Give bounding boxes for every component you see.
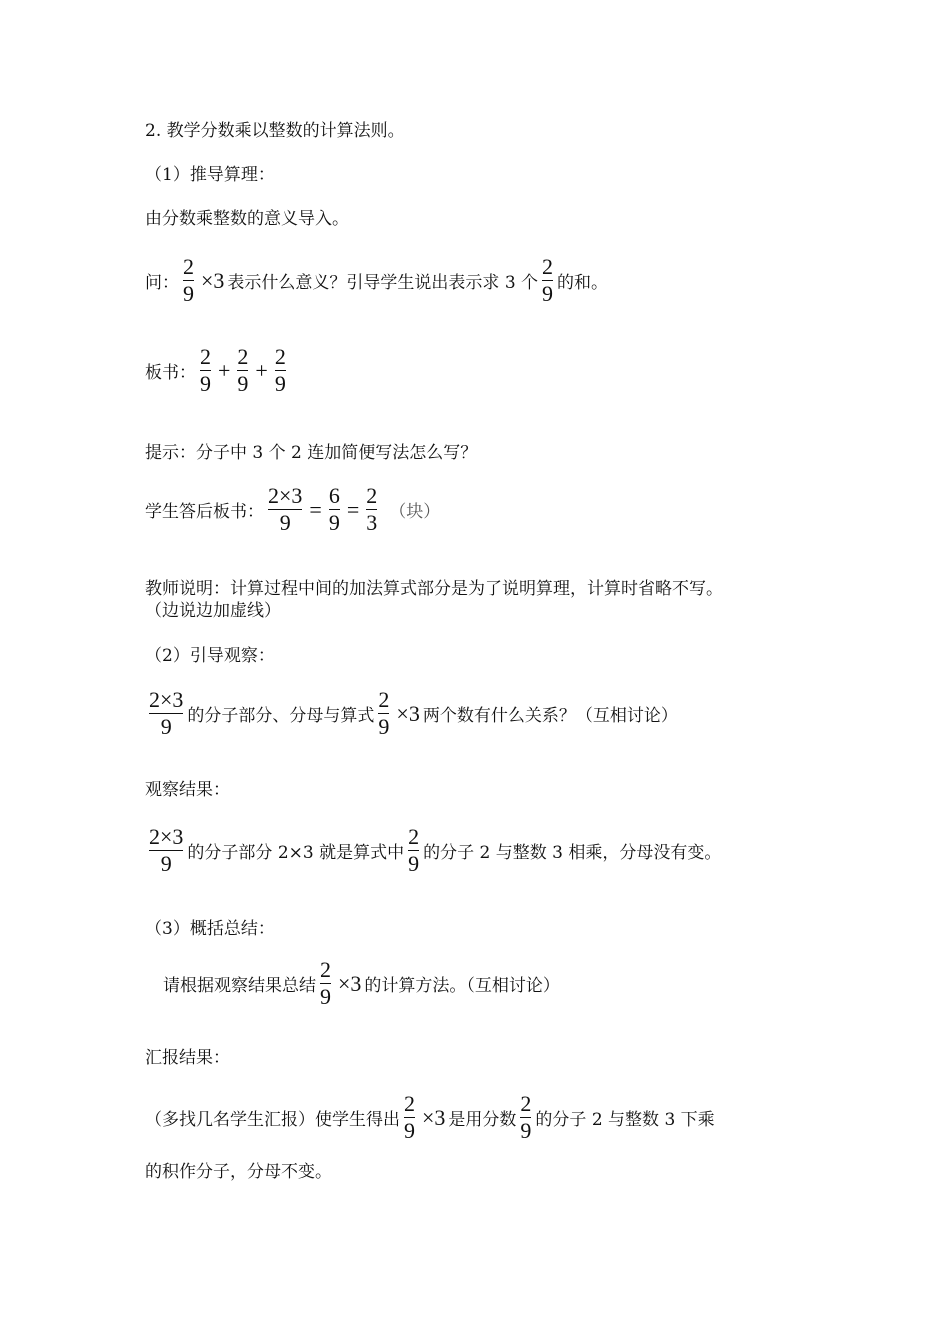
text: 是用分数 xyxy=(448,1110,517,1130)
fraction: 2×3 9 xyxy=(149,687,184,739)
observe-line xyxy=(145,688,678,739)
explanation-note: （边说边加虚线） xyxy=(145,601,281,621)
result-line xyxy=(145,825,721,876)
hint-text: 提示：分子中 3 个 2 连加简便写法怎么写？ xyxy=(145,443,478,463)
question-line xyxy=(145,255,608,306)
text: 的分子部分、分母与算式 xyxy=(187,706,375,726)
observation-result-label: 观察结果： xyxy=(145,780,230,800)
explanation-text: 教师说明：计算过程中间的加法算式部分是为了说明算理，计算时省略不写。 xyxy=(145,579,723,599)
section-2-title: （2）引导观察： xyxy=(145,646,275,666)
report-line xyxy=(145,1092,715,1143)
fraction: 2 9 xyxy=(542,254,554,306)
fraction: 2 9 xyxy=(200,344,211,396)
text: 的计算方法。（互相讨论） xyxy=(364,976,560,996)
fraction: 6 9 xyxy=(328,483,340,535)
fraction: 2 9 xyxy=(408,824,420,876)
heading: 2. 教学分数乘以整数的计算法则。 xyxy=(145,121,405,141)
fraction: 2 9 xyxy=(274,344,286,396)
text: 的和。 xyxy=(557,273,609,293)
text: 板书： xyxy=(145,363,196,383)
fraction: 2 9 xyxy=(320,957,331,1009)
text: 请根据观察结果总结 xyxy=(163,976,316,996)
text: 问： xyxy=(145,273,179,293)
fraction: 2 3 xyxy=(366,483,378,535)
summary-line xyxy=(163,958,560,1009)
report-label: 汇报结果： xyxy=(145,1048,230,1068)
text: 的分子 2 与整数 3 下乘 xyxy=(535,1110,715,1130)
operator: = xyxy=(309,496,322,522)
operator: ×3 xyxy=(338,970,362,996)
fraction: 2 9 xyxy=(404,1091,415,1143)
fraction: 2×3 9 xyxy=(149,824,184,876)
section-1-title: （1）推导算理： xyxy=(145,165,275,185)
text: 两个数有什么关系？（互相讨论） xyxy=(422,706,678,726)
fraction: 2 9 xyxy=(520,1091,532,1143)
operator: + xyxy=(218,357,231,383)
text: （多找几名学生汇报）使学生得出 xyxy=(145,1110,400,1130)
fraction: 2×3 9 xyxy=(268,483,303,535)
board-line-2 xyxy=(145,484,440,535)
fraction: 2 9 xyxy=(378,687,390,739)
text: 的分子部分 2×3 就是算式中 xyxy=(187,843,405,863)
operator: + xyxy=(255,357,268,383)
operator: ×3 xyxy=(201,267,225,293)
board-line-1 xyxy=(145,345,290,396)
intro-text: 由分数乘整数的意义导入。 xyxy=(145,209,349,229)
text: 学生答后板书： xyxy=(145,502,264,522)
operator: = xyxy=(346,496,360,522)
fraction: 2 9 xyxy=(183,254,194,306)
fraction: 2 9 xyxy=(237,344,249,396)
text: 的分子 2 与整数 3 相乘，分母没有变。 xyxy=(423,843,722,863)
report-line-2: 的积作分子，分母不变。 xyxy=(145,1162,332,1182)
unit-text: （块） xyxy=(389,502,441,522)
text: 表示什么意义？引导学生说出表示求 3 个 xyxy=(227,273,539,293)
operator: ×3 xyxy=(422,1104,446,1130)
operator: ×3 xyxy=(396,700,420,726)
section-3-title: （3）概括总结： xyxy=(145,919,275,939)
